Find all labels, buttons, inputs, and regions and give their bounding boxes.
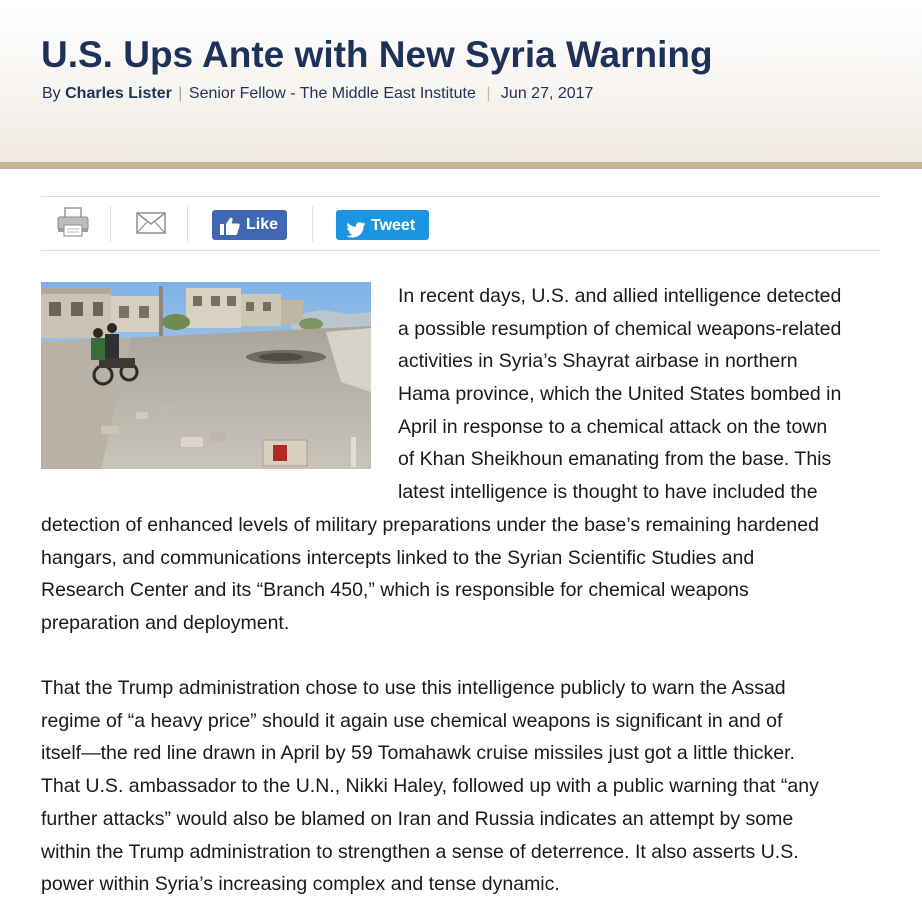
paragraph-line: In recent days, U.S. and allied intelligence detected (398, 285, 842, 307)
paragraph-line: a possible resumption of chemical weapons-related (398, 318, 842, 340)
printer-icon[interactable] (56, 206, 90, 238)
paragraph-line: of Khan Sheikhoun emanating from the base. This (398, 448, 832, 470)
byline-separator: | (178, 85, 183, 102)
author-link[interactable]: Charles Lister (65, 85, 172, 102)
paragraph-line: power within Syria’s increasing complex and tense dynamic. (41, 873, 560, 896)
article-paragraph-2 (41, 672, 901, 901)
thumbs-up-icon (220, 216, 240, 234)
paragraph-line: regime of “a heavy price” should it again use chemical weapons is significant in and of (41, 709, 783, 732)
share-bar-top-border (41, 196, 881, 197)
author-role: Senior Fellow - The Middle East Institute (188, 85, 476, 102)
article-header (0, 0, 922, 162)
paragraph-line: within the Trump administration to strengthen a sense of deterrence. It also asserts U.S. (41, 840, 799, 863)
paragraph-line: activities in Syria’s Shayrat airbase in northern (398, 350, 798, 372)
share-divider (187, 206, 188, 242)
paragraph-line: further attacks” would also be blamed on Iran and Russia indicates an attempt by some (41, 807, 794, 830)
paragraph-line: That the Trump administration chose to use this intelligence publicly to warn the Assad (41, 677, 786, 699)
like-label: Like (246, 216, 279, 233)
byline-prefix: By (42, 85, 61, 102)
header-divider (0, 162, 922, 169)
byline-separator: | (486, 85, 491, 102)
byline (42, 84, 593, 104)
paragraph-line: Hama province, which the United States bombed in (398, 383, 842, 405)
twitter-bird-icon (346, 218, 366, 234)
tweet-button[interactable] (336, 210, 429, 240)
article-photo (41, 282, 371, 469)
paragraph-line: preparation and deployment. (41, 612, 290, 634)
tweet-label: Tweet (371, 217, 416, 234)
paragraph-line: detection of enhanced levels of military preparations under the base’s remaining hardened (41, 514, 819, 536)
facebook-like-button[interactable] (212, 210, 287, 240)
envelope-icon[interactable] (136, 212, 166, 234)
publish-date: Jun 27, 2017 (500, 85, 594, 102)
paragraph-line: hangars, and communications intercepts linked to the Syrian Scientific Studies and (41, 547, 755, 569)
share-divider (110, 206, 111, 242)
page-title: U.S. Ups Ante with New Syria Warning (41, 34, 713, 75)
share-divider (312, 206, 313, 242)
paragraph-line: latest intelligence is thought to have included the (398, 481, 818, 503)
share-bar-bottom-border (41, 250, 881, 251)
paragraph-line: April in response to a chemical attack on the town (398, 416, 828, 438)
paragraph-line: Research Center and its “Branch 450,” which is responsible for chemical weapons (41, 579, 749, 601)
paragraph-line: itself—the red line drawn in April by 59 Tomahawk cruise missiles just got a little thicker. (41, 742, 795, 765)
paragraph-line: That U.S. ambassador to the U.N., Nikki Haley, followed up with a public warning that “any (41, 775, 819, 798)
